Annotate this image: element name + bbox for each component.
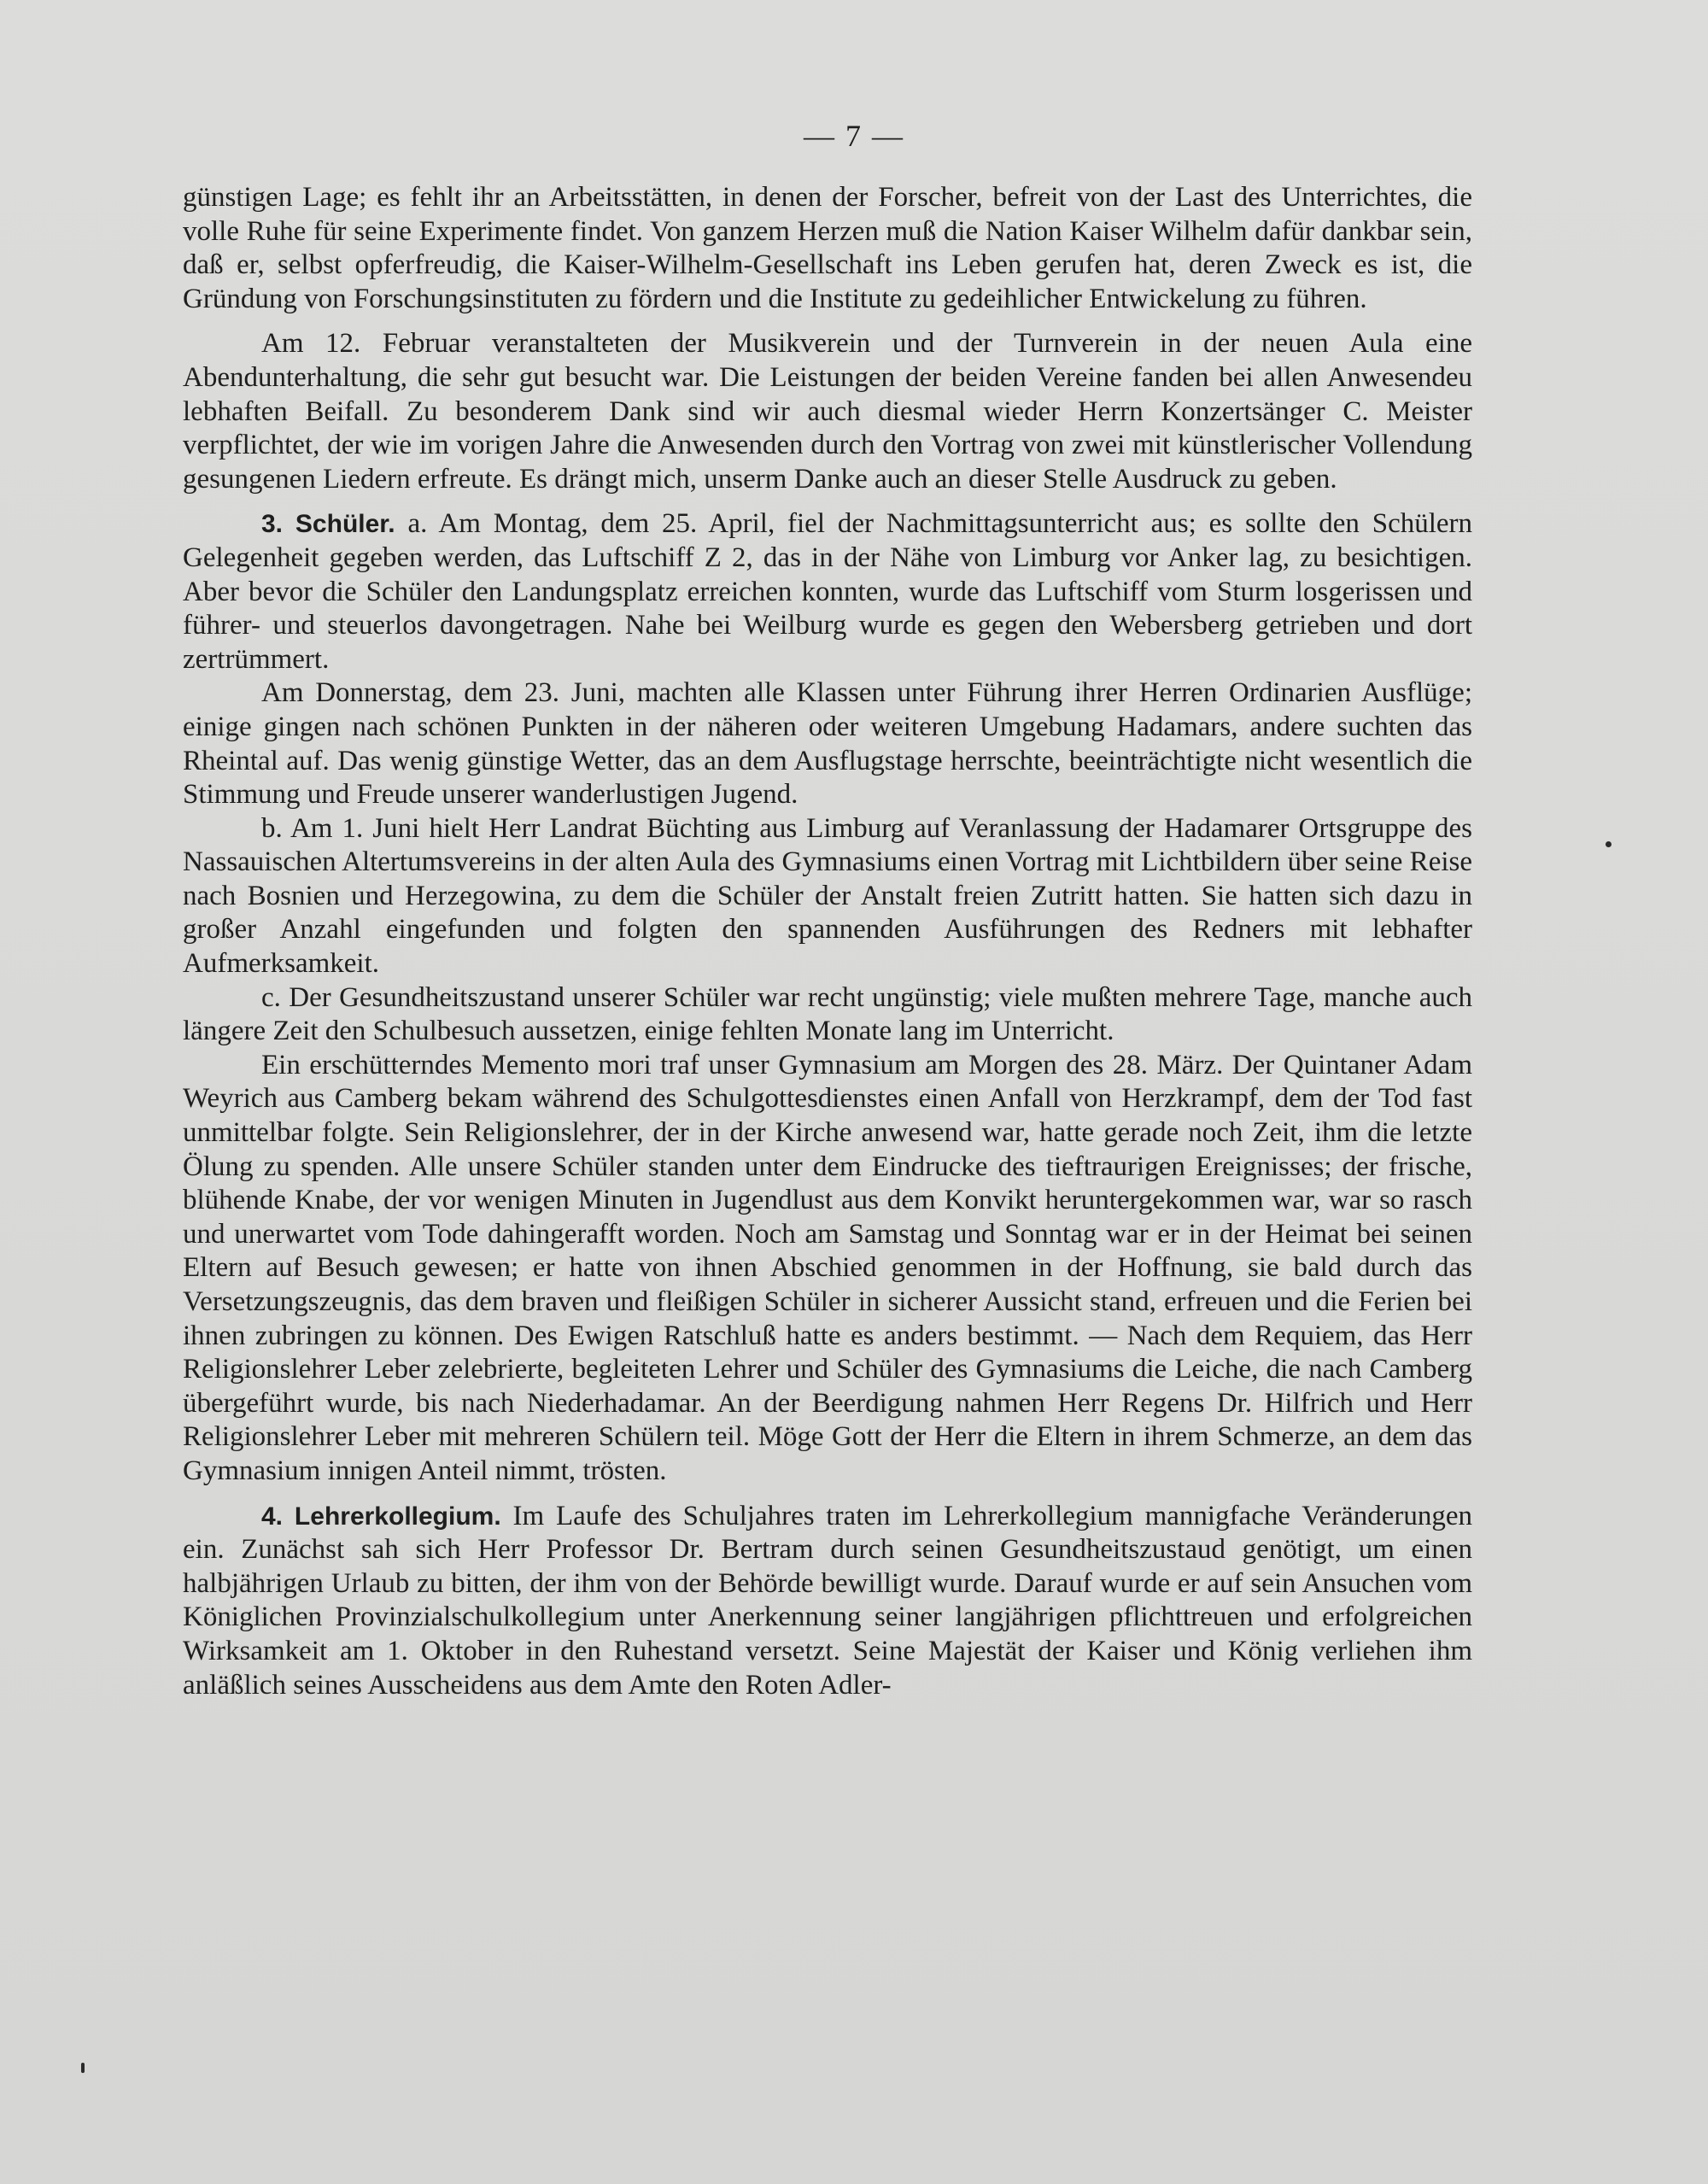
paragraph-gesundheit — [183, 981, 1472, 1049]
body-text — [183, 181, 1472, 1702]
paragraph-forschung — [183, 181, 1472, 316]
section-heading: 4. Lehrerkollegium. — [261, 1502, 501, 1531]
print-speck — [81, 2063, 85, 2073]
paragraph-text: c. Der Gesundheitszustand unserer Schüler war recht ungünstig; viele mußten mehrere Tage, manche auch längere Zeit den Schulbesuch aussetzen, einige fehlten Monate lang im Unterricht. — [183, 981, 1472, 1047]
paragraph-text: Am Donnerstag, dem 23. Juni, machten alle Klassen unter Führung ihrer Herren Ordinarien Ausflüge; einige gingen nach schönen Punkten in der näheren oder weiteren Umgebung Hadamars, andere suchten das Rheintal auf. Das wenig günstige Wetter, das an dem Ausflugstage herrschte, beeinträchtigte nicht wesentlich die Stimmung und Freude unserer wanderlustigen Jugend. — [183, 677, 1472, 811]
print-speck — [1606, 841, 1611, 847]
paragraph-text: a. Am Montag, dem 25. April, fiel der Nachmittagsunterricht aus; es sollte den Schülern Gelegenheit gegeben werden, das Luftschiff Z 2, das in der Nähe von Limburg vor Anker lag, zu besichtigen. Aber bevor die Schüler den Landungsplatz erreichen konnten, wurde das Luftschiff vom Sturm losgerissen und führer- und steuerlos davongetragen. Nahe bei Weilburg wurde es gegen den Webersberg getrieben und dort zertrümmert. — [183, 508, 1473, 675]
paragraph-ausfluege — [183, 676, 1472, 811]
page-number: — 7 — — [804, 119, 904, 153]
paragraph-abendunterhaltung — [183, 327, 1472, 496]
paragraph-text: günstigen Lage; es fehlt ihr an Arbeitsstätten, in denen der Forscher, befreit von der Last des Unterrichtes, die volle Ruhe für seine Experimente findet. Von ganzem Herzen muß die Nation Kaiser Wilhelm dafür dankbar sein, daß er, selbst opferfreudig, die Kaiser-Wilhelm-Gesellschaft ins Leben gerufen hat, deren Zweck es ist, die Gründung von Forschungsinstituten zu fördern und die Institute zu gedeihlicher Entwickelung zu führen. — [183, 182, 1472, 314]
paragraph-text: b. Am 1. Juni hielt Herr Landrat Büchting aus Limburg auf Veranlassung der Hadamarer Ortsgruppe des Nassauischen Altertumsvereins in der alten Aula des Gymnasiums einen Vortrag mit Lichtbildern über seine Reise nach Bosnien und Herzegowina, zu dem die Schüler der Anstalt freien Zutritt hatten. Sie hatten sich dazu in großer Anzahl eingefunden und folgten den spannenden Ausführungen des Redners mit lebhafter Aufmerksamkeit. — [183, 812, 1472, 980]
paragraph-memento-mori — [183, 1049, 1472, 1489]
section-lehrerkollegium — [183, 1500, 1472, 1703]
paragraph-text: Ein erschütterndes Memento mori traf unser Gymnasium am Morgen des 28. März. Der Quintaner Adam Weyrich aus Camberg bekam während des Schulgottesdienstes einen Anfall von Herzkrampf, dem der Tod fast unmittelbar folgte. Sein Religionslehrer, der in der Kirche anwesend war, hatte gerade noch Zeit, ihm die letzte Ölung zu spenden. Alle unsere Schüler standen unter dem Eindrucke des tieftraurigen Ereignisses; der frische, blühende Knabe, der vor wenigen Minuten in Jugendlust aus dem Konvikt heruntergekommen war, war so rasch und unerwartet vom Tode dahingerafft worden. Noch am Samstag und Sonntag war er in der Heimat bei seinen Eltern auf Besuch gewesen; er hatte von ihnen Abschied genommen in der Hoffnung, sie bald durch das Versetzungszeugnis, das dem braven und fleißigen Schüler in sicherer Aussicht stand, erfreuen und die Ferien bei ihnen zubringen zu können. Des Ewigen Ratschluß hatte es anders bestimmt. — Nach dem Requiem, das Herr Religionslehrer Leber zelebrierte, begleiteten Lehrer und Schüler des Gymnasiums die Leiche, die nach Camberg übergeführt wurde, bis nach Niederhadamar. An der Beerdigung nahmen Herr Regens Dr. Hilfrich und Herr Religionslehrer Leber mit mehreren Schülern teil. Möge Gott der Herr die Eltern in ihrem Schmerze, an dem das Gymnasium innigen Anteil nimmt, trösten. — [183, 1049, 1472, 1486]
section-schueler — [183, 507, 1472, 676]
paragraph-vortrag — [183, 812, 1472, 981]
paragraph-text: Am 12. Februar veranstalteten der Musikverein und der Turnverein in der neuen Aula eine Abendunterhaltung, die sehr gut besucht war. Die Leistungen der beiden Vereine fanden bei allen Anwesendeu lebhaften Beifall. Zu besonderem Dank sind wir auch diesmal wieder Herrn Konzertsänger C. Meister verpflichtet, der wie im vorigen Jahre die Anwesenden durch den Vortrag von zwei mit künstlerischer Vollendung gesungenen Liedern erfreute. Es drängt mich, unserm Danke auch an dieser Stelle Ausdruck zu geben. — [183, 328, 1472, 495]
paragraph-text: Im Laufe des Schuljahres traten im Lehrerkollegium mannigfache Veränderungen ein. Zunächst sah sich Herr Professor Dr. Bertram durch seinen Gesundheitszustaud genötigt, um einen halbjährigen Urlaub zu bitten, der ihm von der Behörde bewilligt wurde. Darauf wurde er auf sein Ansuchen vom Königlichen Provinzialschulkollegium unter Anerkennung seiner langjährigen pflichttreuen und erfolgreichen Wirksamkeit am 1. Oktober in den Ruhestand versetzt. Seine Majestät der Kaiser und König verliehen ihm anläßlich seines Ausscheidens aus dem Amte den Roten Adler- — [183, 1500, 1472, 1701]
section-heading: 3. Schüler. — [261, 510, 395, 539]
